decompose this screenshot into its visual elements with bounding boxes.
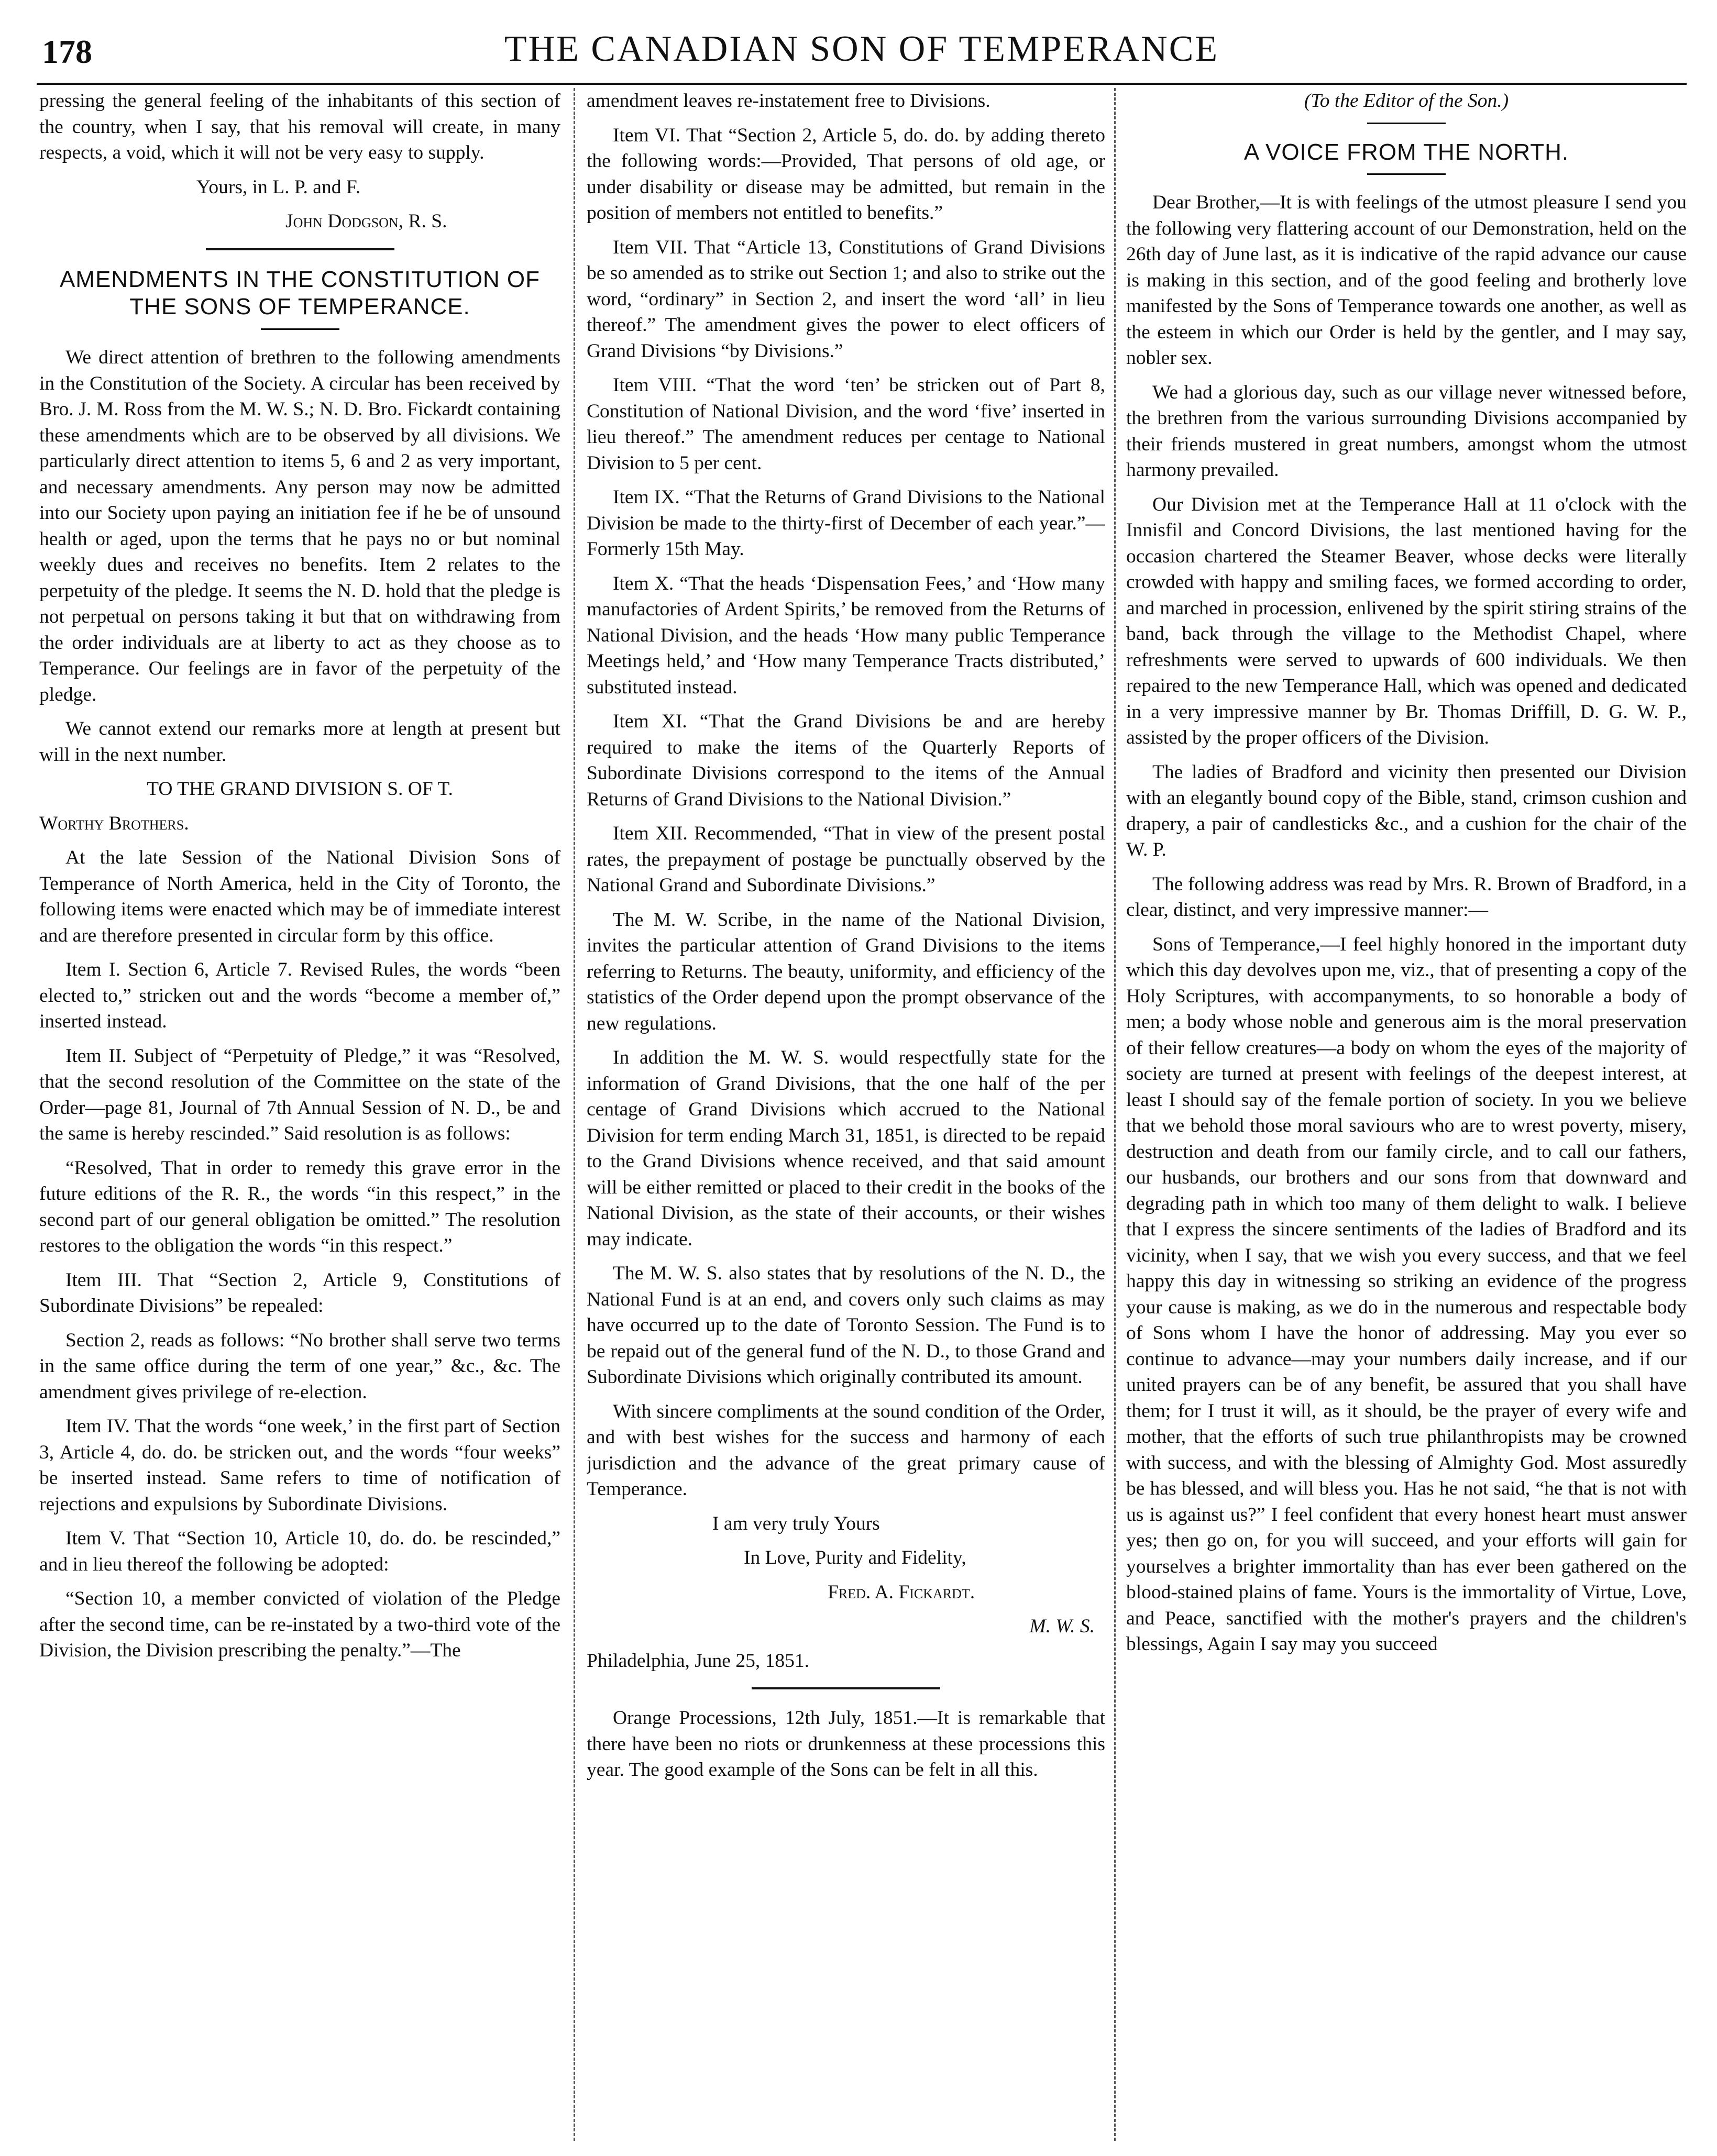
letter-signature: John Dodgson, R. S. [285,211,447,232]
amendment-item: Item XII. Recommended, “That in view of the present postal rates, the prepayment of postage be punctually observed by the National Grand and Subordinate Divisions.” [587,823,1105,896]
heading-rule [1367,173,1446,175]
amendment-continuation: amendment leaves re-instatement free to Divisions. [587,90,990,112]
amendment-item: Item XI. “That the Grand Divisions be and are hereby required to make the items of the Quarterly Reports of Subordinate Divisions correspond to the items of the Annual Returns of Grand Divisions to the National Division.” [587,711,1105,810]
heading-rule [261,328,339,330]
amendment-item: Item X. “That the heads ‘Dispensation Fees,’ and ‘How many manufactories of Ardent Spirits,’ be removed from the Returns of National Division, and the heads ‘How many public Temperance Meetings held,’ and ‘How many Temperance Tracts distributed,’ substituted instead. [587,572,1105,698]
quoted-section: Section 2, reads as follows: “No brother shall serve two terms in the same office during the term of one year,” &c., &c. The amendment gives privilege of re-election. [39,1329,560,1403]
letter-continuation: pressing the general feeling of the inhabitants of this section of the country, when I say, that his removal will create, in many respects, a void, which it will not be very easy to supply. [39,90,560,163]
letter-paragraph: Our Division met at the Temperance Hall at 11 o'clock with the Innisfil and Concord Divisions, the last mentioned having for the occasion chartered the Steamer Beaver, whose decks were literally crowded with happy and smiling faces, we formed according to order, and marched in procession, enlivened by the spirit stiring strains of the band, back through the village to the Methodist Chapel, where refreshments were served to upwards of 600 individuals. We then repaired to the new Temperance Hall, which was opened and dedicated in a very impressive manner by Br. Thomas Driffill, D. G. W. P., assisted by the proper officers of the Division. [1126,493,1687,749]
quoted-section: “Section 10, a member convicted of violation of the Pledge after the second time, can be re-instated by a two-third vote of the Division, the Division prescribing the penalty.”—The [39,1588,560,1662]
amendment-item: Item IX. “That the Returns of Grand Divisions to the National Division be made to the thirty-first of December of each year.”—Formerly 15th May. [587,487,1105,560]
scribe-paragraph: The M. W. S. also states that by resolutions of the N. D., the National Fund is at an end, and covers only such claims as may have occurred up to the date of Toronto Session. The Fund is to be repaid out of the general fund of the N. D., to those Grand and Subordinate Divisions which originally contributed its amount. [587,1263,1105,1388]
scribe-paragraph: The M. W. Scribe, in the name of the National Division, invites the particular attention of Grand Divisions to the items referring to Returns. The beauty, uniformity, and efficiency of the statistics of the Order depend upon the prompt observance of the new regulations. [587,909,1105,1034]
letter-paragraph: Dear Brother,—It is with feelings of the utmost pleasure I send you the following very flattering account of our Demonstration, held on the 26th day of June last, as it is indicative of the rapid advance our cause is making in this section, and of the good feeling and brotherly love manifested by the Sons of Temperance towards one another, as well as the esteem in which our Order is held by the gentler, and I may say, nobler sex. [1126,192,1687,369]
editorial-paragraph: We direct attention of brethren to the following amendments in the Constitution of the Society. A circular has been received by Bro. J. M. Ross from the M. W. S.; N. D. Bro. Fickardt containing these amendments which are to be observed by all divisions. We particularly direct attention to items 5, 6 and 2 as very important, and necessary amendments. Any person may now be admitted into our Society upon paying an initiation fee if he be of unsound health or aged, upon the terms that he pays no or but nominal weekly dues and receives no benefits. Item 2 relates to the perpetuity of the pledge. It seems the N. D. hold that the pledge is not perpetual on persons taking it but that on withdrawing from the order individuals are at liberty to act as they choose as to Temperance. Our feelings are in favor of the perpetuity of the pledge. [39,347,560,705]
signer-name: Fred. A. Fickardt. [828,1581,975,1603]
closing-line: In Love, Purity and Fidelity, [744,1547,966,1568]
column-divider [574,88,575,2141]
news-item-orange-processions: Orange Processions, 12th July, 1851.—It is remarkable that there have been no riots or drunkenness at these processions this year. The good example of the Sons can be felt in all this. [587,1707,1105,1781]
amendment-item: Item I. Section 6, Article 7. Revised Rules, the words “been elected to,” stricken out and the words “become a member of,” inserted instead. [39,959,560,1033]
editor-note: (To the Editor of the Son.) [1304,90,1509,112]
amendment-item: Item VII. That “Article 13, Constitutions of Grand Divisions be so amended as to strike out Section 1; and also to strike out the word, “ordinary” in Section 2, and insert the word ‘all’ in lieu thereof.” The amendment gives the power to elect officers of Grand Divisions “by Divisions.” [587,236,1105,362]
article-heading-amendments: AMENDMENTS IN THE CONSTITUTION OF THE SONS OF TEMPERANCE. [59,266,541,320]
amendment-item: Item VIII. “That the word ‘ten’ be stricken out of Part 8, Constitution of National Division, and the word ‘five’ inserted in lieu thereof.” The amendment reduces per centage to National Division to 5 per cent. [587,374,1105,474]
heading-rule [1367,123,1446,124]
amendment-item: Item VI. That “Section 2, Article 5, do. do. by adding thereto the following words:—Provided, That persons of old age, or under disability or disease may be admitted, but remain in the position of members not entitled to benefits.” [587,124,1105,224]
column-left [39,88,560,2146]
column-divider [1114,88,1116,2141]
compliments-paragraph: With sincere compliments at the sound condition of the Order, and with best wishes for the success and harmony of each jurisdiction and the advance of the great primary cause of Temperance. [587,1400,1105,1500]
letter-closing: Yours, in L. P. and F. [196,176,361,198]
letter-paragraph: The following address was read by Mrs. R. Brown of Bradford, in a clear, distinct, and very impressive manner:— [1126,873,1687,921]
circular-paragraph: At the late Session of the National Division Sons of Temperance of North America, held in the City of Toronto, the following items were enacted which may be of immediate interest and are therefore presented in circular form by this office. [39,847,560,946]
amendment-item: Item V. That “Section 10, Article 10, do. do. be rescinded,” and in lieu thereof the following be adopted: [39,1528,560,1575]
editorial-paragraph: We cannot extend our remarks more at length at present but will in the next number. [39,718,560,766]
article-heading-voice-north: A VOICE FROM THE NORTH. [1243,139,1569,165]
circular-address: TO THE GRAND DIVISION S. OF T. [147,778,453,800]
signer-title: M. W. S. [1029,1616,1095,1637]
closing-line: I am very truly Yours [712,1512,880,1534]
letter-paragraph: The ladies of Bradford and vicinity then presented our Division with an elegantly bound copy of the Bible, stand, crimson cushion and drapery, a pair of candlesticks &c., and a cushion for the chair of the W. P. [1126,761,1687,861]
amendment-item: Item IV. That the words “one week,’ in the first part of Section 3, Article 4, do. do. be stricken out, and the words “four weeks” be inserted instead. Same refers to time of notification of rejections and expulsions by Subordinate Divisions. [39,1416,560,1515]
amendment-item: Item II. Subject of “Perpetuity of Pledge,” it was “Resolved, that the second resolution of the Committee on the state of the Order—page 81, Journal of 7th Annual Session of N. D., be and the same is hereby rescinded.” Said resolution is as follows: [39,1045,560,1145]
dateline: Philadelphia, June 25, 1851. [587,1650,809,1672]
address-paragraph: Sons of Temperance,—I feel highly honored in the important duty which this day devolves upon me, viz., that of presenting a copy of the Holy Scriptures, with accompanyments, to so honorable a body of men; a body whose noble and generous aim is the moral preservation of their fellow creatures—a body on whom the eyes of the majority of society are turned at present with feelings of the deepest interest, at least I should say of the female portion of society. In you we believe that we behold those moral saviours who are to wrest poverty, misery, destruction and death from our family circle, and to call our fathers, our husbands, our brothers and our sons from that downward and degrading path in which too many of them delight to walk. I believe that I express the sincere sentiments of the ladies of Bradford and its vicinity, when I say, that we wish you every success, and that we feel happy this day in witnessing so striking an evidence of the progress your cause is making, as we do in the numerous and respectable body of Sons whom I have the honor of addressing. May you ever so continue to advance—may your numbers daily increase, and if our united prayers can be of any benefit, be assured that you shall have them; for I trust it will, as it should, be the prayer of every wife and mother, that the efforts of such true philanthropists may be crowned with success, and with the blessing of Almighty God. Most assuredly be has blessed, and will bless you. Has he not said, “he that is not with us is against us?” I feel confident that every honest heart must answer yes; then go on, for you will succeed, and your efforts will gain for yourselves a brighter immortality than has ever been gathered on the blood-stained plains of fame. Yours is the immortality of Virtue, Love, and Peace, sanctified with the mother's prayers and the children's blessings, Again I say may you succeed [1126,933,1687,1655]
section-rule [206,248,394,250]
running-title: THE CANADIAN SON OF TEMPERANCE [504,29,1219,69]
circular-salutation: Worthy Brothers. [39,812,189,834]
letter-paragraph: We had a glorious day, such as our village never witnessed before, the brethren from the various surrounding Divisions accompanied by their friends mustered in great numbers, amongst whom the utmost harmony prevailed. [1126,381,1687,481]
page-header [37,25,1687,85]
column-right [1126,88,1687,2146]
amendment-item: Item III. That “Section 2, Article 9, Constitutions of Subordinate Divisions” be repealed: [39,1269,560,1317]
quoted-resolution: “Resolved, That in order to remedy this grave error in the future editions of the R. R., the words “in this respect,” in the second part of our general obligation be omitted.” The resolution restores to the obligation the words “in this respect.” [39,1157,560,1257]
page-number: 178 [42,33,92,70]
scribe-paragraph: In addition the M. W. S. would respectfully state for the information of Grand Divisions, that the one half of the per centage of Grand Divisions which accrued to the National Division for term ending March 31, 1851, is directed to be repaid to the Grand Divisions whence received, and that said amount will be either remitted or placed to their credit in the books of the National Division, as the state of their accounts, or their wishes may indicate. [587,1047,1105,1250]
column-middle [587,88,1105,2146]
section-rule [752,1687,940,1689]
